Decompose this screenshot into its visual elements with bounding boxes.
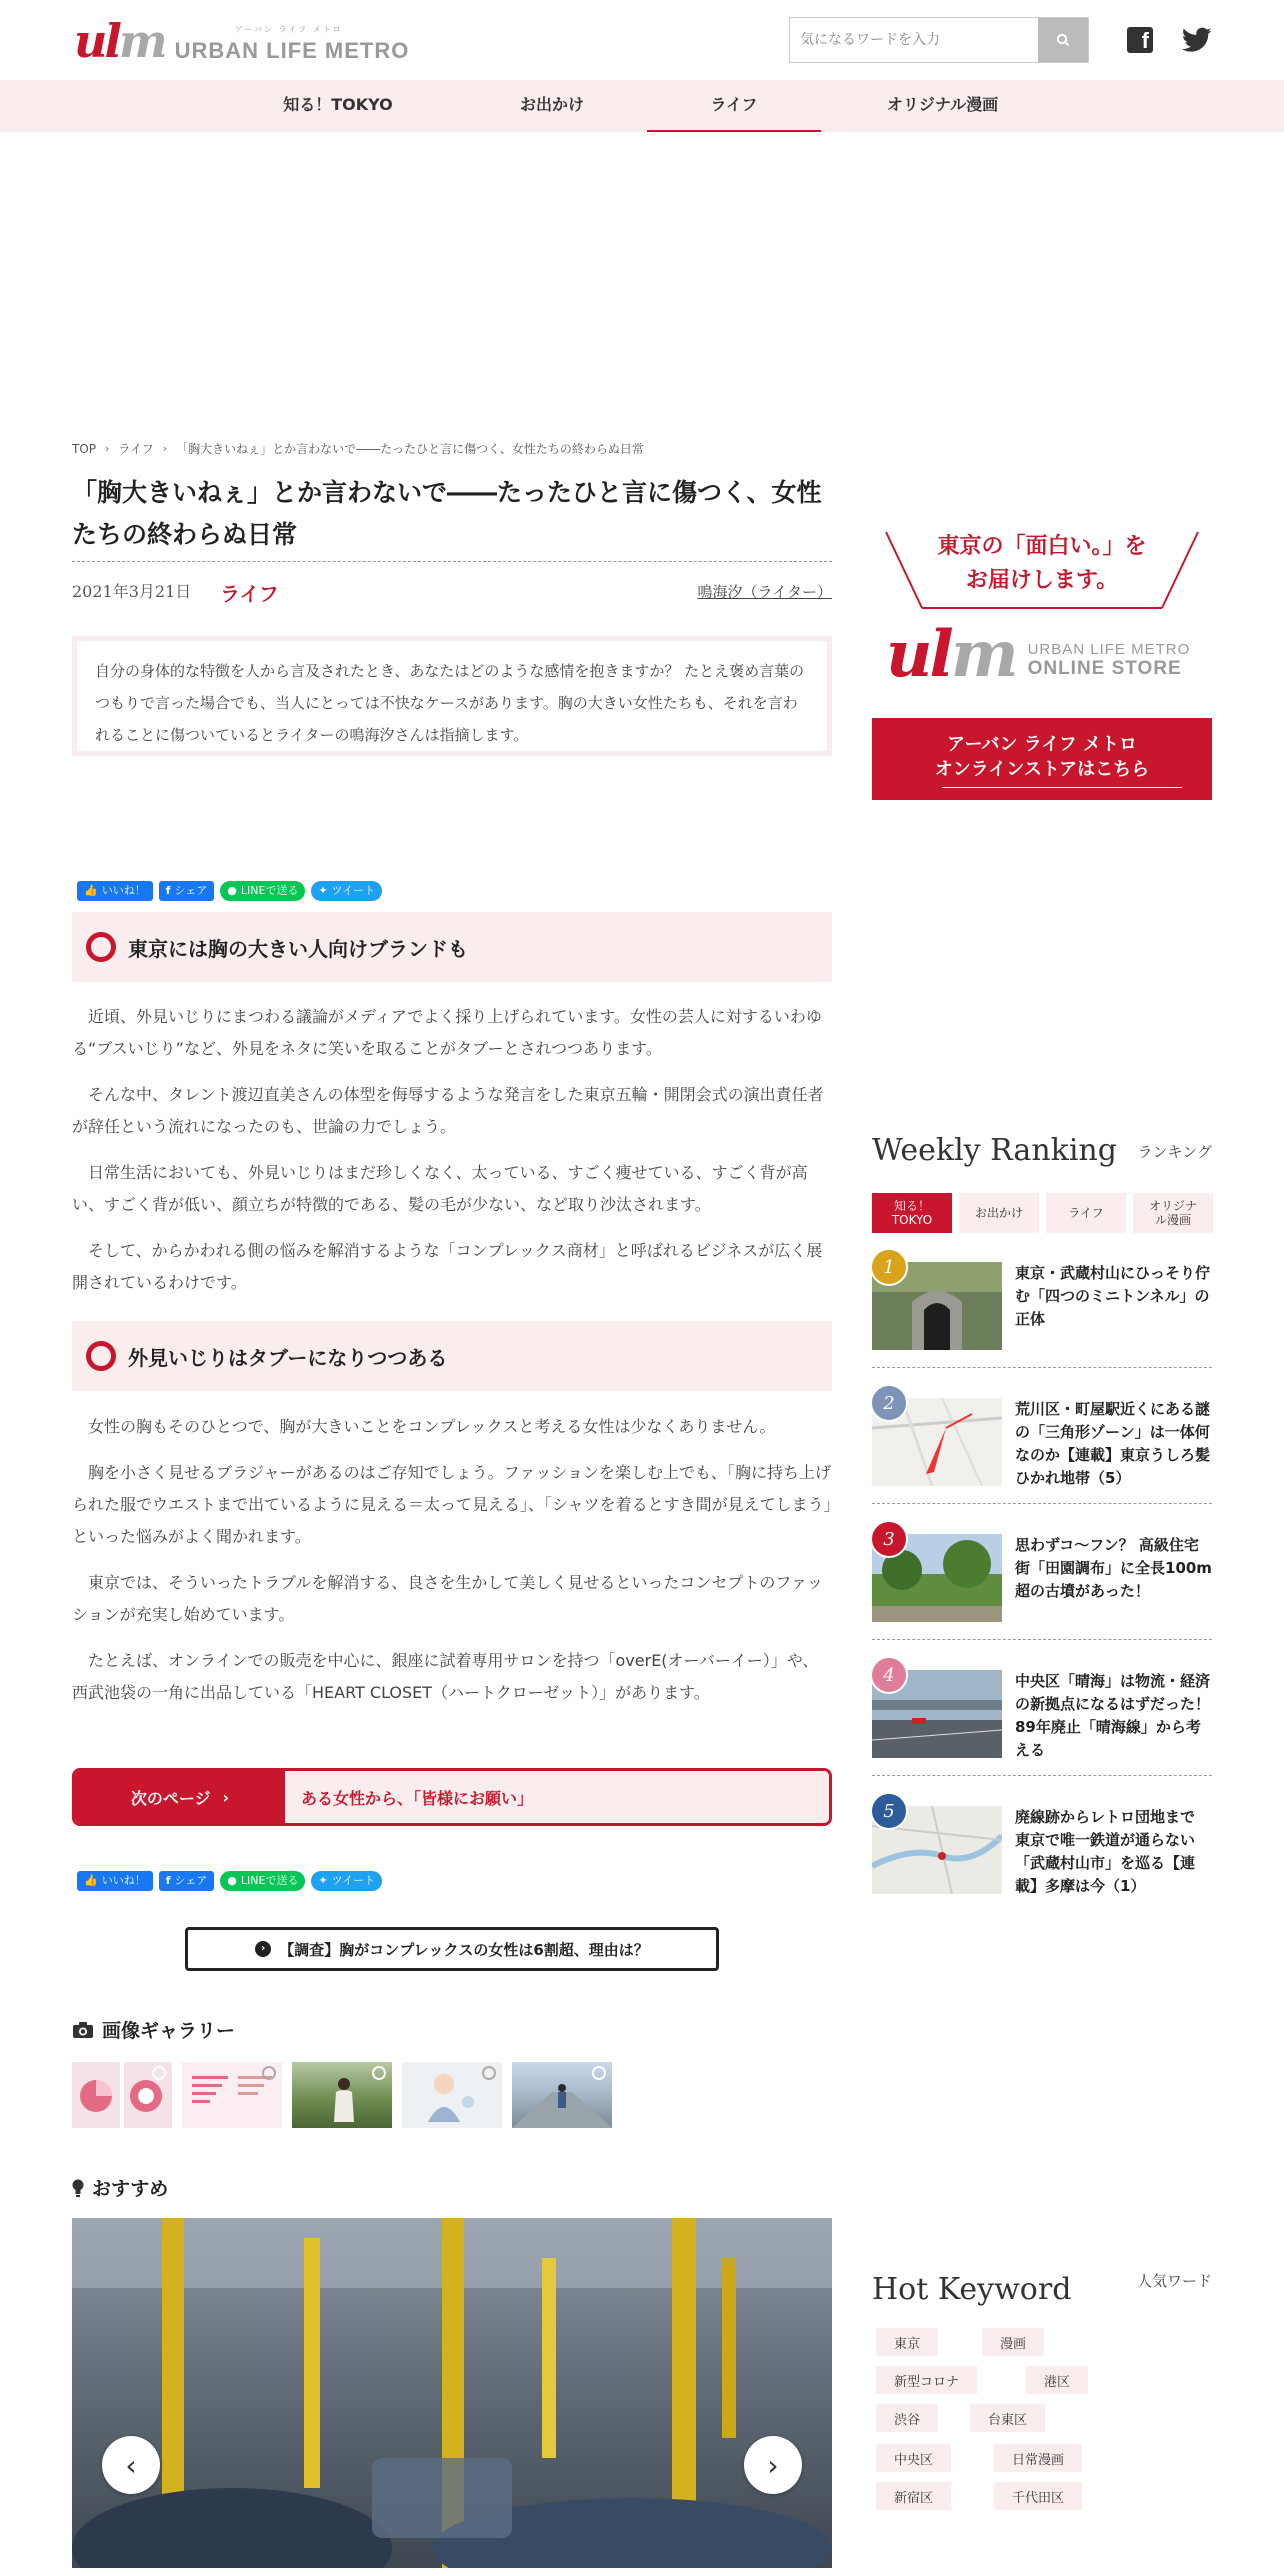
breadcrumb-current: 「胸大きいねぇ」とか言わないで――たったひと言に傷つく、女性たちの終わらぬ日常 [176, 442, 644, 456]
facebook-icon: f [165, 884, 171, 897]
ranking-tab-odekake[interactable]: お出かけ [959, 1193, 1039, 1233]
article-paragraph: 東京では、そういったトラブルを解消する、良さを生かして美しく見せるといったコンセプトのファッションが充実し始めています。 [72, 1573, 824, 1624]
share-label: シェア [174, 884, 208, 897]
rank-badge: 5 [870, 1792, 908, 1830]
article-paragraph: 女性の胸もそのひとつで、胸が大きいことをコンプレックスと考える女性は少なくありません。 [88, 1417, 776, 1436]
share-bar-top [77, 881, 382, 901]
line-icon: ● [227, 1874, 237, 1887]
chevron-right-icon: › [162, 442, 168, 455]
search-icon [1056, 33, 1070, 47]
chevron-left-icon: ‹ [125, 2448, 137, 2482]
keyword-tag[interactable]: 新型コロナ [876, 2366, 977, 2394]
tweet-button[interactable] [311, 881, 382, 901]
store-logo-sub: ONLINE STORE [1027, 658, 1182, 679]
section-heading-text: 外見いじりはタブーになりつつある [128, 1345, 448, 1370]
tweet-label: ツイート [331, 1874, 376, 1887]
keyword-tag[interactable]: 日常漫画 [994, 2444, 1082, 2472]
facebook-icon[interactable]: f [1127, 27, 1153, 53]
article-category[interactable]: ライフ [220, 582, 279, 606]
article-paragraph: たとえば、オンラインでの販売を中心に、銀座に試着専用サロンを持つ「overE(オーバーイー）」や、西武池袋の一角に出品している「HEART CLOSET（ハートクローゼット）」があります。 [72, 1651, 819, 1702]
zoom-icon [372, 2066, 386, 2080]
logo-mark-m: m [118, 14, 165, 68]
share-bar-bottom [77, 1871, 382, 1891]
logo-mark [74, 14, 165, 68]
store-logo-text [1028, 641, 1191, 686]
image-gallery [72, 2062, 612, 2128]
zoom-icon [482, 2066, 496, 2080]
facebook-share-button[interactable] [159, 881, 215, 901]
recommend-title: おすすめ [92, 2178, 169, 2200]
store-catch-line1: 東京の「面白い。」を [937, 534, 1147, 559]
related-article-link[interactable] [185, 1927, 719, 1971]
keyword-title-ja: 人気ワード [1136, 2272, 1212, 2290]
keyword-tag[interactable]: 東京 [876, 2328, 938, 2356]
ranking-item[interactable] [872, 1522, 1212, 1640]
ranking-item-title: 東京・武蔵村山にひっそり佇む「四つのミニトンネル」の正体 [1015, 1264, 1211, 1328]
chevron-right-icon: › [222, 1787, 230, 1807]
article-paragraph: そして、からかわれる側の悩みを解消するような「コンプレックス商材」と呼ばれるビジネスが広く展開されているわけです。 [72, 1241, 823, 1292]
breadcrumb-top[interactable]: TOP [72, 441, 97, 456]
store-button-line1: アーバン ライフ メトロ [946, 734, 1137, 755]
keyword-tag[interactable]: 漫画 [982, 2328, 1044, 2356]
ranking-item[interactable] [872, 1794, 1212, 1912]
title-divider [72, 561, 832, 562]
ranking-item[interactable] [872, 1386, 1212, 1504]
article-author[interactable]: 鳴海汐（ライター） [697, 583, 832, 601]
circle-arrow-icon: › [255, 1941, 271, 1957]
ranking-item[interactable] [872, 1658, 1212, 1776]
line-icon: ● [227, 884, 237, 897]
nav-item-life[interactable]: ライフ [647, 80, 821, 132]
like-label: いいね！ [101, 884, 146, 897]
search-input[interactable] [790, 18, 1038, 62]
gallery-thumbnail[interactable] [292, 2062, 392, 2128]
gallery-thumbnail[interactable] [72, 2062, 172, 2128]
slider-next-button[interactable] [744, 2436, 802, 2494]
like-label: いいね！ [101, 1874, 146, 1887]
ranking-item-title: 思わずコ～フン？ 高級住宅街「田園調布」に全長100m超の古墳があった！ [1015, 1536, 1212, 1600]
gallery-thumbnail[interactable] [402, 2062, 502, 2128]
logo-mark-ul: ul [74, 14, 119, 68]
gallery-title: 画像ギャラリー [102, 2020, 236, 2042]
facebook-icon: f [165, 1874, 171, 1887]
zoom-icon [262, 2066, 276, 2080]
recommend-slider[interactable] [72, 2218, 832, 2568]
section-heading [72, 912, 832, 982]
keyword-tag[interactable]: 台東区 [970, 2404, 1045, 2432]
ranking-item-title: 荒川区・町屋駅近くにある謎の「三角形ゾーン」は一体何なのか【連載】東京うしろ髪ひかれ地帯（5） [1015, 1400, 1211, 1487]
ring-icon [86, 932, 116, 962]
thumbs-up-icon: 👍 [84, 884, 98, 897]
tweet-label: ツイート [331, 884, 376, 897]
article-paragraph: そんな中、タレント渡辺直美さんの体型を侮辱するような発言をした東京五輪・開閉会式の演出責任者が辞任という流れになったのも、世論の力でしょう。 [72, 1085, 824, 1136]
rank-badge: 1 [870, 1248, 908, 1286]
ranking-tab-shiru-tokyo[interactable]: 知る！TOKYO [872, 1193, 952, 1233]
bus-interior-photo [72, 2218, 832, 2568]
store-logo [886, 617, 1191, 692]
camera-icon [72, 2021, 94, 2039]
keyword-tag[interactable]: 千代田区 [994, 2482, 1082, 2510]
nav-item-original-manga[interactable]: オリジナル漫画 [886, 95, 999, 114]
ranking-heading [872, 1133, 1212, 1168]
ranking-tabs [872, 1193, 1213, 1233]
article-date: 2021年3月21日 [72, 582, 192, 601]
like-button[interactable] [77, 1871, 153, 1891]
arrow-line-icon [942, 787, 1182, 788]
store-logo-m: m [950, 617, 1016, 692]
breadcrumb [72, 440, 644, 457]
keyword-tag[interactable]: 中央区 [876, 2444, 951, 2472]
keyword-heading [872, 2270, 1212, 2307]
store-catch-line2: お届けします。 [965, 568, 1119, 593]
zoom-icon [152, 2066, 166, 2080]
zoom-icon [592, 2066, 606, 2080]
article-paragraph: 胸を小さく見せるブラジャーがあるのはご存知でしょう。ファッションを楽しむ上でも、「胸に持ち上げられた服でウエストまで出ているように見える＝太って見える」、「シャツを着るとすき間が見えてしまう」といった悩みがよく聞かれます。 [72, 1463, 832, 1546]
site-logo[interactable] [74, 14, 410, 68]
site-header [0, 0, 1284, 80]
article-paragraph: 近頃、外見いじりにまつわる議論がメディアでよく採り上げられています。女性の芸人に対するいわゆる“ブスいじり”など、外見をネタに笑いを取ることがタブーとされつつあります。 [72, 1007, 822, 1058]
twitter-icon: ✦ [318, 1874, 328, 1887]
line-label: LINEで送る [240, 1874, 299, 1887]
rank-badge: 3 [870, 1520, 908, 1558]
next-page-label: 次のページ [130, 1788, 211, 1808]
store-logo-mark [886, 617, 1016, 692]
online-store-banner[interactable] [872, 524, 1212, 800]
article-paragraph: 日常生活においても、外見いじりはまだ珍しくなく、太っている、すごく痩せている、すごく背が高い、すごく背が低い、顔立ちが特徴的である、髪の毛が少ない、など取り沙汰されます。 [72, 1163, 808, 1214]
keyword-title-en: Hot Keyword [872, 2272, 1072, 2307]
article-title: 「胸大きいねぇ」とか言わないで――たったひと言に傷つく、女性たちの終わらぬ日常 [72, 478, 822, 549]
chevron-right-icon: › [105, 442, 110, 455]
logo-text [175, 24, 410, 64]
logo-wordmark: URBAN LIFE METRO [174, 38, 410, 63]
gallery-heading [72, 2016, 235, 2043]
thumbs-up-icon: 👍 [84, 1874, 98, 1887]
keyword-tag[interactable]: 渋谷 [876, 2404, 938, 2432]
next-page-title: ある女性から、「皆様にお願い」 [285, 1771, 829, 1823]
like-button[interactable] [77, 881, 153, 901]
tweet-button[interactable] [311, 1871, 382, 1891]
recommend-heading [72, 2174, 168, 2201]
line-label: LINEで送る [240, 884, 299, 897]
store-logo-ul: ul [886, 617, 951, 692]
ranking-item[interactable] [872, 1250, 1212, 1368]
store-button-line2: オンラインストアはこちら [934, 759, 1150, 780]
line-share-button[interactable] [220, 1871, 305, 1891]
online-store-button[interactable] [872, 718, 1212, 800]
section-heading [72, 1321, 832, 1391]
logo-ruby: アーバン ライフ メトロ [234, 25, 343, 34]
keyword-tag[interactable]: 新宿区 [876, 2482, 951, 2510]
search-button[interactable] [1038, 18, 1088, 62]
line-share-button[interactable] [220, 881, 305, 901]
gallery-thumbnail[interactable] [512, 2062, 612, 2128]
store-logo-en: URBAN LIFE METRO [1027, 641, 1191, 658]
nav-item-shiru-tokyo[interactable]: 知る！TOKYO [283, 95, 393, 114]
breadcrumb-category[interactable]: ライフ [118, 442, 154, 456]
keyword-tag[interactable]: 港区 [1026, 2366, 1088, 2394]
section-heading-text: 東京には胸の大きい人向けブランドも [128, 936, 468, 961]
next-page-label-block [75, 1771, 285, 1823]
gallery-thumbnail[interactable] [182, 2062, 282, 2128]
nav-item-odekake[interactable]: お出かけ [519, 95, 584, 114]
twitter-icon: ✦ [318, 884, 328, 897]
rank-badge: 4 [870, 1656, 908, 1694]
ranking-title-en: Weekly Ranking [872, 1133, 1117, 1168]
facebook-share-button[interactable] [159, 1871, 215, 1891]
lightbulb-icon [72, 2178, 84, 2198]
ranking-title-ja: ランキング [1137, 1143, 1212, 1161]
slider-prev-button[interactable] [102, 2436, 160, 2494]
twitter-icon[interactable] [1182, 27, 1212, 53]
ranking-tab-original-manga[interactable]: オリジナル漫画 [1133, 1193, 1213, 1233]
article-lead: 自分の身体的な特徴を人から言及されたとき、あなたはどのような感情を抱きますか？ たとえ褒め言葉のつもりで言った場合でも、当人にとっては不快なケースがあります。胸の大きい女性たちも、それを言われることに傷ついているとライターの鳴海汐さんは指摘します。 [72, 636, 832, 756]
search-box [789, 17, 1089, 63]
ranking-tab-life[interactable]: ライフ [1046, 1193, 1126, 1233]
next-page-button[interactable] [72, 1768, 832, 1826]
rank-badge: 2 [870, 1384, 908, 1422]
ranking-item-title: 廃線跡からレトロ団地まで 東京で唯一鉄道が通らない「武蔵村山市」を巡る【連載】多摩は今（1） [1015, 1808, 1211, 1895]
global-nav [0, 80, 1284, 132]
ring-icon [86, 1341, 116, 1371]
chevron-right-icon: › [767, 2448, 779, 2482]
related-article-title: 【調査】胸がコンプレックスの女性は6割超、理由は？ [279, 1940, 649, 1959]
ranking-item-title: 中央区「晴海」は物流・経済の新拠点になるはずだった！ 89年廃止「晴海線」から考える [1015, 1672, 1211, 1759]
share-label: シェア [174, 1874, 208, 1887]
